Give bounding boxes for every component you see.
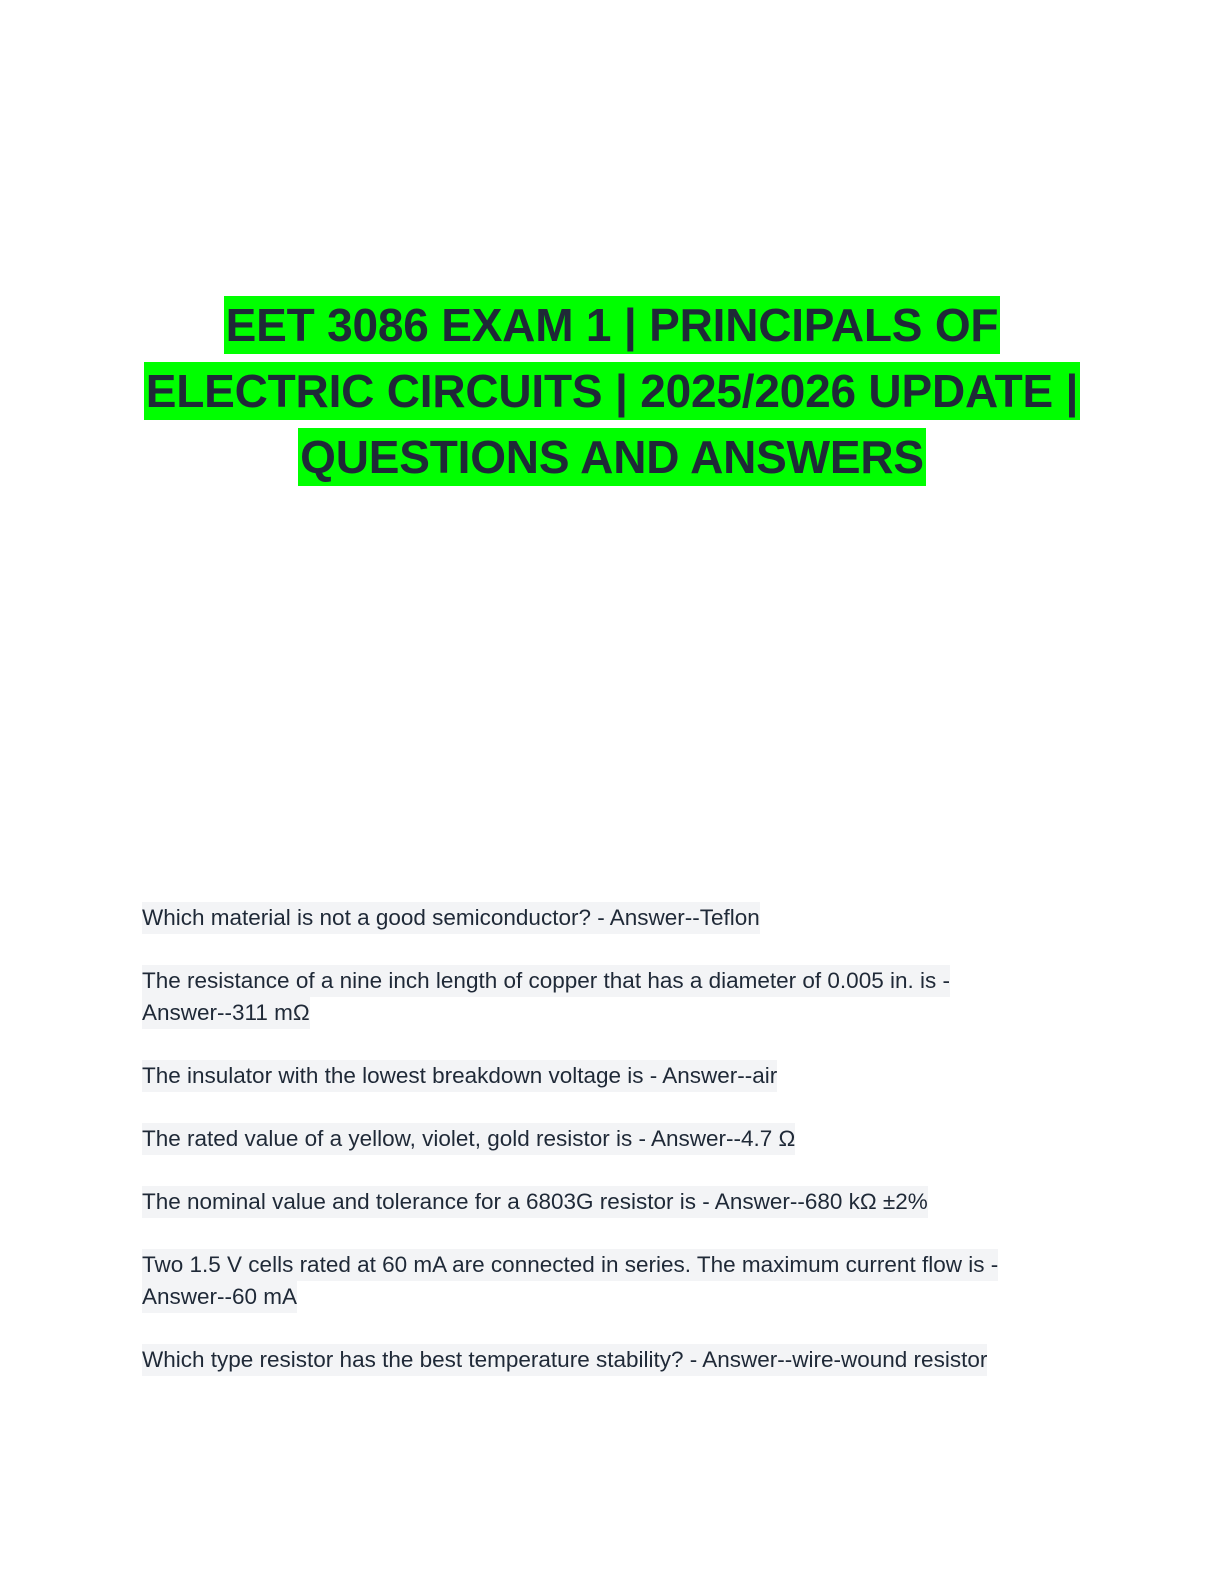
qa-item: [142, 902, 1082, 934]
qa-text: The resistance of a nine inch length of copper that has a diameter of 0.005 in. is -: [142, 965, 950, 997]
qa-answer: Answer--60 mA: [142, 1281, 297, 1313]
qa-item: [142, 1123, 1082, 1155]
qa-item: [142, 1249, 1082, 1313]
title-line-2: ELECTRIC CIRCUITS | 2025/2026 UPDATE |: [144, 362, 1080, 420]
qa-text: Which type resistor has the best temperature stability? - Answer--wire-wound resistor: [142, 1344, 987, 1376]
document-title: [80, 296, 1144, 494]
title-line-1: EET 3086 EXAM 1 | PRINCIPALS OF: [224, 296, 1001, 354]
qa-text: Two 1.5 V cells rated at 60 mA are connected in series. The maximum current flow is -: [142, 1249, 998, 1281]
qa-list: [142, 902, 1082, 1407]
qa-text: The insulator with the lowest breakdown voltage is - Answer--air: [142, 1060, 777, 1092]
qa-text: Which material is not a good semiconductor? - Answer--Teflon: [142, 902, 760, 934]
title-line-3: QUESTIONS AND ANSWERS: [298, 428, 926, 486]
qa-text: The nominal value and tolerance for a 6803G resistor is - Answer--680 kΩ ±2%: [142, 1186, 928, 1218]
qa-item: [142, 1186, 1082, 1218]
qa-text: The rated value of a yellow, violet, gold resistor is - Answer--4.7 Ω: [142, 1123, 795, 1155]
qa-item: [142, 1344, 1082, 1376]
qa-item: [142, 1060, 1082, 1092]
qa-item: [142, 965, 1082, 1029]
qa-answer: Answer--311 mΩ: [142, 997, 310, 1029]
